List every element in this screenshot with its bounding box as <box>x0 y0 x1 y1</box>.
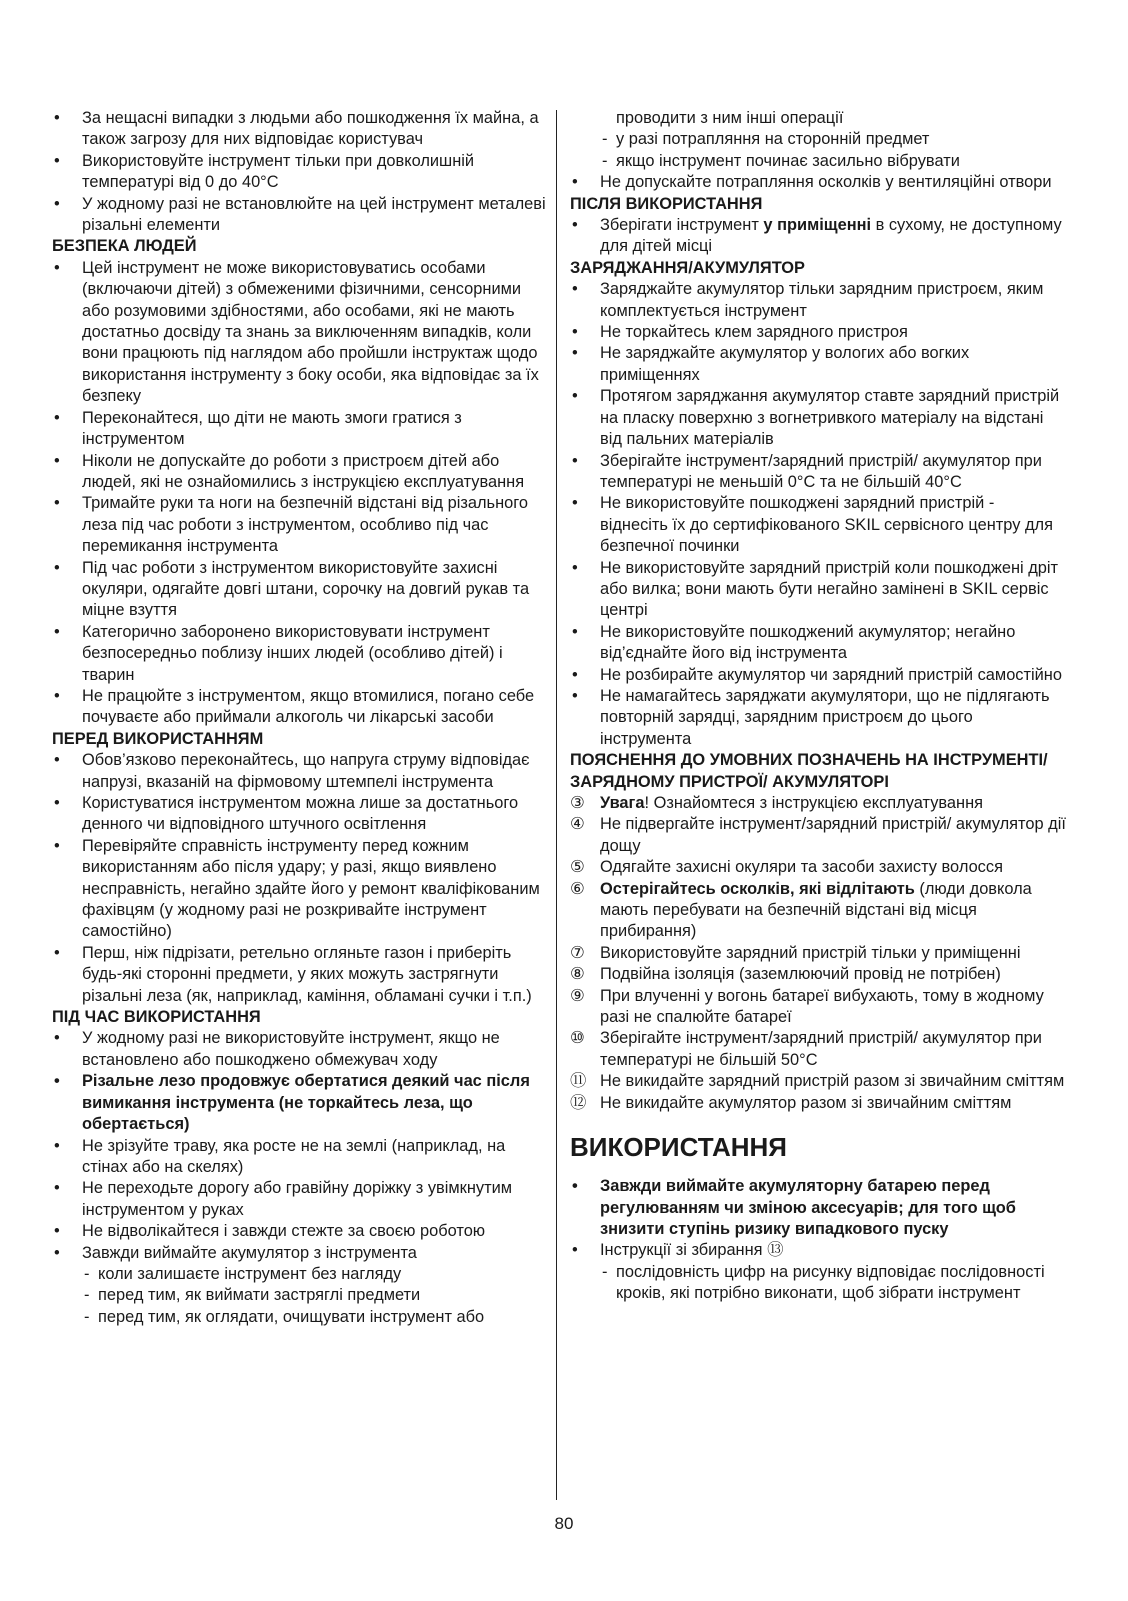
bullet-item: • Тримайте руки та ноги на безпечній відстані від різального леза під час роботи з інструментом, особливо під час перемикання інструмента <box>52 493 546 557</box>
bullet-item: • Використовуйте інструмент тільки при довколишній температурі від 0 до 40°C <box>52 151 546 194</box>
continuation-text: проводити з ним інші операції <box>616 109 844 127</box>
bullet-item: • За нещасні випадки з людьми або пошкодження їх майна, а також загрозу для них відповідає користувач <box>52 108 546 151</box>
symbol-number: ⑪ <box>570 1072 587 1091</box>
symbol-number: ⑩ <box>570 1029 585 1048</box>
bullet-emphasis: у приміщенні <box>763 216 872 235</box>
symbol-emphasis: Увага <box>600 794 645 812</box>
bullet-item: • Завжди виймайте акумуляторну батарею перед регулюванням чи зміною аксесуарів; для того щоб знизити ступінь ризику випадкового пуску <box>570 1176 1066 1240</box>
symbol-number: ⑥ <box>570 879 585 898</box>
symbol-number: ⑫ <box>570 1093 587 1112</box>
section-heading: БЕЗПЕКА ЛЮДЕЙ <box>52 237 197 256</box>
symbol-number: ⑨ <box>570 986 585 1005</box>
bullet-text: Зберігати інструмент <box>600 216 764 235</box>
right-column <box>570 108 1066 1305</box>
symbol-text: Не підвергайте інструмент/зарядний пристрій/ акумулятор дії дощу <box>600 815 1066 855</box>
symbol-text: Одягайте захисні окуляри та засоби захисту волосся <box>600 858 1003 877</box>
symbol-number: ⑧ <box>570 965 585 984</box>
symbol-legend-item <box>570 879 1066 943</box>
symbol-legend-item <box>570 793 1066 814</box>
column-divider <box>556 110 557 1500</box>
dash-item: - перед тим, як оглядати, очищувати інструмент або <box>52 1307 546 1328</box>
symbol-emphasis: Остерігайтесь осколків, які відлітають <box>600 879 915 898</box>
bullet-item: • Різальне лезо продовжує обертатися деякий час після вимикання інструмента (не торкайтесь леза, що обертається) <box>52 1071 546 1135</box>
symbol-text: Не викидайте акумулятор разом зі звичайним сміттям <box>600 1093 1012 1112</box>
dash-item: - перед тим, як виймати застряглі предмети <box>52 1285 546 1306</box>
section-heading: ПІСЛЯ ВИКОРИСТАННЯ <box>570 194 763 213</box>
left-column <box>52 108 546 1328</box>
bullet-item: • Не використовуйте пошкоджений акумулятор; негайно від’єднайте його від інструмента <box>570 622 1066 665</box>
bullet-item: • Не допускайте потрапляння осколків у вентиляційні отвори <box>570 172 1066 193</box>
symbol-legend-item <box>570 857 1066 878</box>
bullet-item: • Не розбирайте акумулятор чи зарядний пристрій самостійно <box>570 665 1066 686</box>
bullet-item: • Не намагайтесь заряджати акумулятори, що не підлягають повторній зарядці, зарядним пристроєм до цього інструмента <box>570 686 1066 750</box>
bullet-item: • Інструкції зі збирання ⑬ <box>570 1240 1066 1261</box>
bullet-item: • Не заряджайте акумулятор у вологих або вогких приміщеннях <box>570 343 1066 386</box>
section-heading: ЗАРЯДЖАННЯ/АКУМУЛЯТОР <box>570 258 805 277</box>
dash-item: - послідовність цифр на рисунку відповідає послідовності кроків, які потрібно виконати, щоб зібрати інструмент <box>570 1262 1066 1305</box>
symbol-text: ! Ознайомтеся з інструкцією експлуатування <box>644 794 984 812</box>
bullet-item: • Під час роботи з інструментом використовуйте захисні окуляри, одягайте довгі штани, сорочку на довгий рукав та міцне взуття <box>52 558 546 622</box>
symbol-number: ④ <box>570 815 585 834</box>
symbol-legend-item <box>570 986 1066 1029</box>
bullet-item: • Цей інструмент не може використовуватись особами (включаючи дітей) з обмеженими фізичними, сенсорними або розумовими здібностями, або особами, які не мають достатньо досвіду та знань за виключенням випадків, коли вони працюють під наглядом або пройшли інструктаж щодо використання інструменту з боку особи, яка відповідає за їх безпеку <box>52 258 546 408</box>
bullet-item: • У жодному разі не встановлюйте на цей інструмент металеві різальні елементи <box>52 194 546 237</box>
bullet-item: • Не відволікайтеся і завжди стежте за своєю роботою <box>52 1221 546 1242</box>
symbol-text: Зберігайте інструмент/зарядний пристрій/ акумулятор при температурі не більшій 50°C <box>600 1029 1042 1069</box>
bullet-item <box>570 215 1066 258</box>
bullet-item: • Ніколи не допускайте до роботи з пристроєм дітей або людей, які не ознайомились з інструкцією експлуатування <box>52 451 546 494</box>
symbol-number: ⑦ <box>570 943 585 962</box>
symbol-text: (люди довкола мають перебувати на безпечній відстані від місця прибирання) <box>600 879 1032 941</box>
bullet-item: • Переконайтеся, що діти не мають змоги гратися з інструментом <box>52 408 546 451</box>
section-heading: ПОЯСНЕННЯ ДО УМОВНИХ ПОЗНАЧЕНЬ НА ІНСТРУМЕНТІ/ЗАРЯДНОМУ ПРИСТРОЇ/ АКУМУЛЯТОРІ <box>570 751 1048 791</box>
dash-item: - якщо інструмент починає засильно вібрувати <box>570 151 1066 172</box>
symbol-text: Не викидайте зарядний пристрій разом зі звичайним сміттям <box>600 1072 1065 1091</box>
symbol-legend-item <box>570 814 1066 857</box>
symbol-number: ③ <box>570 794 585 812</box>
dash-item: - у разі потрапляння на сторонній предмет <box>570 129 1066 150</box>
section-heading: ПІД ЧАС ВИКОРИСТАННЯ <box>52 1008 261 1027</box>
symbol-number: ⑤ <box>570 858 585 877</box>
bullet-item: • Обов’язково переконайтесь, що напруга струму відповідає напрузі, вказаній на фірмовому штемпелі інструмента <box>52 750 546 793</box>
symbol-text: Подвійна ізоляція (заземлюючий провід не потрібен) <box>600 965 1001 984</box>
bullet-item: • Заряджайте акумулятор тільки зарядним пристроєм, яким комплектується інструмент <box>570 279 1066 322</box>
bullet-item: • Перевіряйте справність інструменту перед кожним використанням або після удару; у разі, якщо виявлено несправність, негайно здайте його у ремонт кваліфікованим фахівцям (у жодному разі не розкривайте інструмент самостійно) <box>52 836 546 943</box>
bullet-item: • Користуватися інструментом можна лише за достатнього денного чи відповідного штучного освітлення <box>52 793 546 836</box>
symbol-legend-item <box>570 943 1066 964</box>
bullet-item: • Не працюйте з інструментом, якщо втомилися, погано себе почуваєте або приймали алкоголь чи лікарські засоби <box>52 686 546 729</box>
bullet-item: • Не переходьте дорогу або гравійну доріжку з увімкнутим інструментом у руках <box>52 1178 546 1221</box>
bullet-item: • Не зрізуйте траву, яка росте не на землі (наприклад, на стінах або на скелях) <box>52 1136 546 1179</box>
symbol-legend-item <box>570 1071 1066 1092</box>
bullet-text: в сухому, не доступному для дітей місці <box>600 216 1062 256</box>
bullet-item: • Протягом заряджання акумулятор ставте зарядний пристрій на пласку поверхню з вогнетривкого матеріалу на відстані від пальних матеріалів <box>570 386 1066 450</box>
bullet-item: • Категорично заборонено використовувати інструмент безпосередньо поблизу інших людей (особливо дітей) і тварин <box>52 622 546 686</box>
symbol-text: Використовуйте зарядний пристрій тільки у приміщенні <box>600 943 1021 962</box>
symbol-legend-item <box>570 964 1066 985</box>
chapter-heading: ВИКОРИСТАННЯ <box>570 1132 787 1163</box>
bullet-item: • Перш, ніж підрізати, ретельно огляньте газон і приберіть будь-які сторонні предмети, у яких можуть застрягнути різальні леза (як, наприклад, каміння, обламані сучки і т.п.) <box>52 943 546 1007</box>
symbol-legend-item <box>570 1093 1066 1114</box>
page-number: 80 <box>554 1514 574 1533</box>
bullet-item: • Не торкайтесь клем зарядного пристроя <box>570 322 1066 343</box>
bullet-item: • У жодному разі не використовуйте інструмент, якщо не встановлено або пошкоджено обмежувач ходу <box>52 1028 546 1071</box>
bullet-item: • Завжди виймайте акумулятор з інструмента <box>52 1243 546 1264</box>
symbol-text: При влученні у вогонь батареї вибухають, тому в жодному разі не спалюйте батареї <box>600 986 1044 1027</box>
dash-item: - коли залишаєте інструмент без нагляду <box>52 1264 546 1285</box>
bullet-item: • Зберігайте інструмент/зарядний пристрій/ акумулятор при температурі не меньшій 0°C та не більшій 40°C <box>570 451 1066 494</box>
bullet-item: • Не використовуйте зарядний пристрій коли пошкоджені дріт або вилка; вони мають бути негайно замінені в SKIL сервіс центрі <box>570 558 1066 622</box>
symbol-legend-item <box>570 1028 1066 1071</box>
section-heading: ПЕРЕД ВИКОРИСТАННЯМ <box>52 729 264 748</box>
bullet-item: • Не використовуйте пошкоджені зарядний пристрій - віднесіть їх до сертифікованого SKIL сервісного центру для безпечної починки <box>570 493 1066 557</box>
